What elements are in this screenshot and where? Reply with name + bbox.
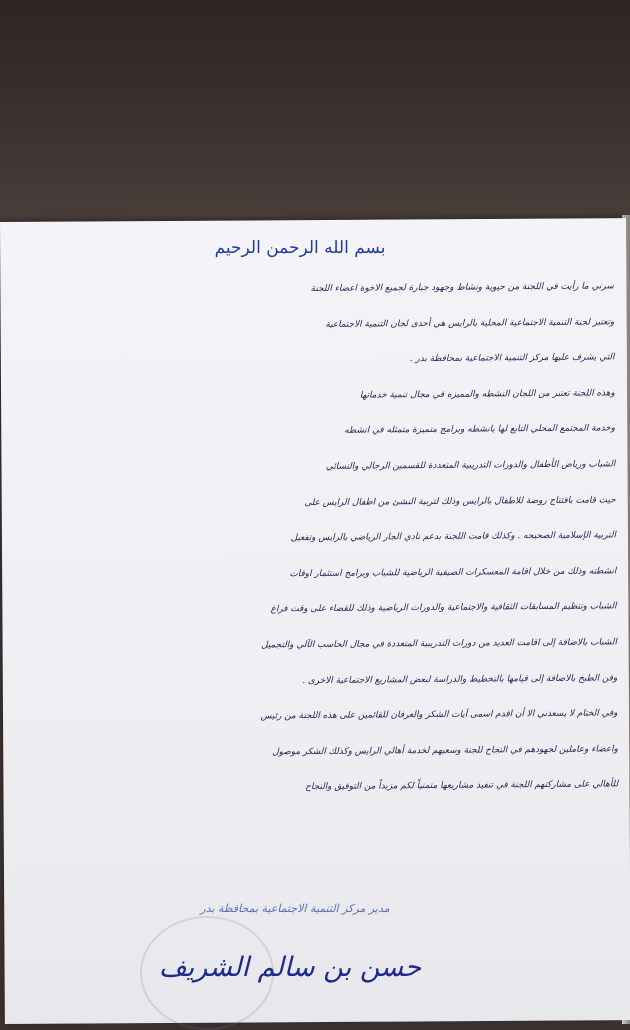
signer-title: مدير مركز التنمية الاجتماعية بمحافظة بدر xyxy=(200,902,390,915)
text-line: الشباب بالاضافة إلى اقامت العديد من دورات التدريبية المتعددة في مجال الحاسب الآلي والتجميل xyxy=(261,637,617,651)
text-line: حيث قامت بافتتاح روضة للاطفال بالرايس وذلك لتربية النشئ من اطفال الرايس على xyxy=(304,494,616,508)
text-line: الشباب وتنظيم المسابقات الثقافية والاجتماعية والدورات الرياضية وذلك للقضاء على وقت فراغ xyxy=(270,601,617,615)
text-line: سرني ما رأيت في اللجنة من حيوية ونشاط وجهود جبارة لجميع الاخوة اعضاء اللجنة xyxy=(310,281,614,295)
text-line: وفي الختام لا يسعدني الا أن اقدم اسمى آيات الشكر والعرفان للقائمين على هذه اللجنة من رئيس xyxy=(260,708,618,722)
text-line: وخدمة المجتمع المحلي التابع لها بانشطه وبرامج متميزة متمثله في انشطه xyxy=(344,423,616,437)
text-line: واعضاء وعاملين لجهودهم في النجاح للجنة وسعيهم لخدمة أهالي الرايس وكذلك الشكر موصول xyxy=(272,744,618,758)
signer-name: حسن بن سالم الشريف xyxy=(158,952,422,983)
text-line: انشطته وذلك من خلال اقامة المعسكرات الصيفية الرياضية للشباب وبرامج استثمار اوقات xyxy=(289,566,617,579)
text-line: للأهالي على مشاركتهم اللجنة في تنفيذ مشاريعها متمنياً لكم مزيداً من التوفيق والنجاح xyxy=(305,779,619,793)
text-line: وفن الطبخ بالاضافة إلى قيامها بالتخطيط والدراسة لبعض المشاريع الاجتماعية الاخرى . xyxy=(302,672,618,686)
basmala-heading: بسم الله الرحمن الرحيم xyxy=(214,238,386,258)
text-line: التي يشرف عليها مركز التنمية الاجتماعية بمحافظة بدر . xyxy=(409,352,615,365)
letter-body xyxy=(12,269,619,808)
table-surface xyxy=(0,0,630,240)
paragraph-activities xyxy=(13,376,618,702)
text-line: وهذه اللجنة تعتبر من اللجان النشطه والمميزه في مجال تنمية خدماتها xyxy=(359,388,615,401)
text-line: الشباب ورياض الأطفال والدورات التدريبية المتعددة للقسمين الرجالي والنسائي xyxy=(325,459,616,472)
text-line: التربية الإسلامية الصحيحه . وكذلك قامت اللجنة بدعم نادي الجار الرياضي بالرايس وتفعيل xyxy=(290,530,617,544)
text-line: وتعتبر لجنة التنمية الاجتماعية المحلية بالرايس هي أحدى لجان التنمية الاجتماعية xyxy=(325,316,615,330)
paragraph-intro xyxy=(12,269,615,381)
paragraph-closing xyxy=(15,696,618,808)
